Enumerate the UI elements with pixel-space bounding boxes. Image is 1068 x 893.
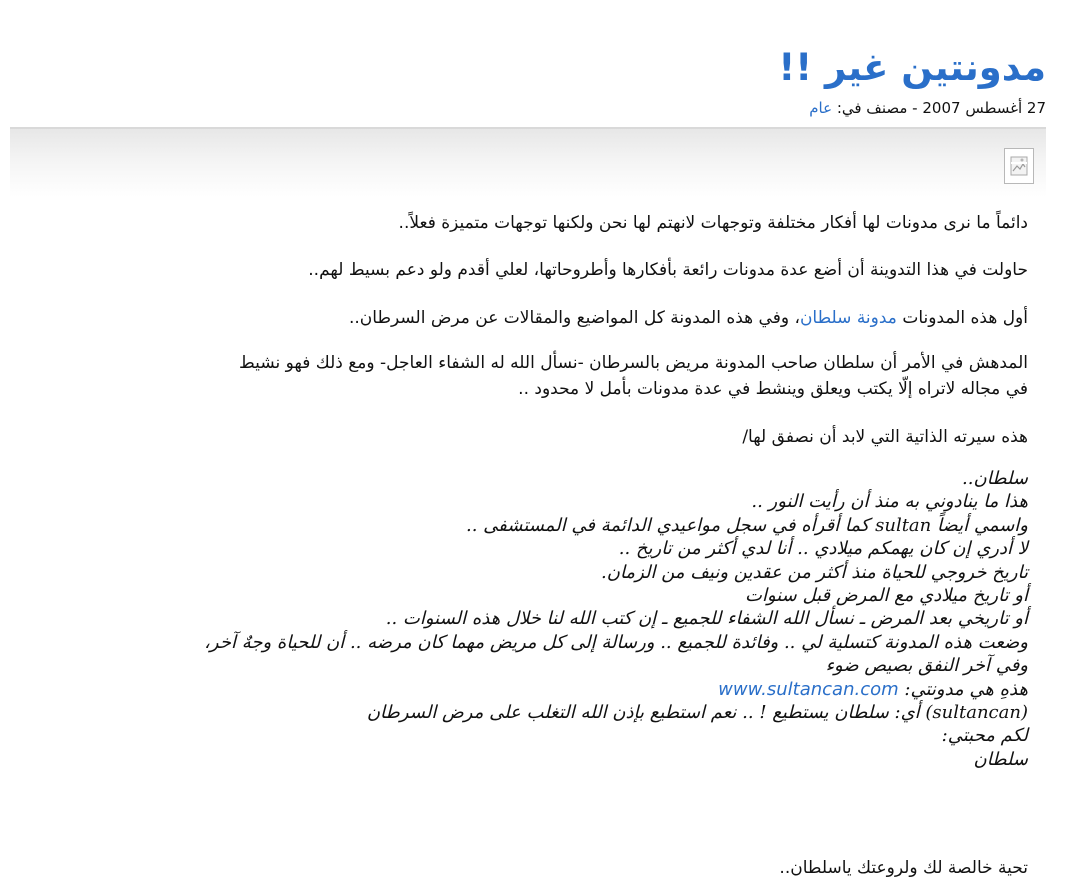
paragraph-purpose: حاولت في هذا التدوينة أن أضع عدة مدونات رائعة بأفكارها وأطروحاتها، لعلي أقدم ولو دعم بسيط لهم.. — [308, 260, 1028, 280]
post-header-band — [10, 127, 1046, 197]
quote-line: (sultancan) أي: سلطان يستطيع ! .. نعم استطيع بإذن الله التغلب على مرض السرطان — [366, 701, 1028, 723]
bio-quote — [28, 467, 1028, 771]
quote-line: وضعت هذه المدونة كتسلية لي .. وفائدة للجميع .. ورسالة إلى كل مريض مهما كان مرضه .. أن للحياة وجهٌ آخر، — [204, 631, 1028, 653]
broken-image-icon — [1004, 148, 1034, 184]
sultan-blog-link[interactable]: مدونة سلطان — [799, 308, 897, 328]
paragraph-intro: دائماً ما نرى مدونات لها أفكار مختلفة وتوجهات لانهتم لها نحن ولكنها توجهات متميزة فعلاً.. — [398, 213, 1028, 233]
quote-line: واسمي أيضاً sultan كما أقرأه في سجل مواعيدي الدائمة في المستشفى .. — [465, 514, 1028, 536]
quote-line: هذا ما ينادوني به منذ أن رأيت النور .. — [751, 491, 1028, 513]
paragraph-first-blog — [349, 305, 1028, 331]
quote-line: وفي آخر النفق بصيص ضوء — [825, 655, 1028, 677]
paragraph-closing: تحية خالصة لك ولروعتك ياسلطان.. — [779, 858, 1028, 878]
quote-line: سلطان — [973, 748, 1028, 770]
post-title[interactable]: مدونتين غير !! — [778, 46, 1046, 89]
sultancan-link[interactable]: www.sultancan.com — [718, 678, 899, 700]
quote-line: أو تاريخي بعد المرض ـ نسأل الله الشفاء للجميع ـ إن كتب الله لنا خلال هذه السنوات .. — [385, 608, 1028, 630]
quote-text: هذهِ هي مدونتي: — [898, 678, 1028, 700]
paragraph-line: في مجاله لاتراه إلّا يكتب ويعلق وينشط في عدة مدونات بأمل لا محدود .. — [518, 379, 1028, 399]
quote-line — [28, 678, 1028, 701]
quote-line: سلطان.. — [962, 468, 1028, 489]
quote-line: لا أدري إن كان يهمكم ميلادي .. أنا لدي أكثر من تاريخ .. — [618, 538, 1028, 560]
meta-separator: - مصنف في: — [832, 99, 923, 117]
paragraph-surprise — [239, 350, 1028, 402]
post-meta — [809, 97, 1046, 119]
paragraph-text: ، وفي هذه المدونة كل المواضيع والمقالات عن مرض السرطان.. — [348, 308, 800, 328]
paragraph-text: أول هذه المدونات — [896, 308, 1028, 328]
quote-line: تاريخ خروجي للحياة منذ أكثر من عقدين ونيف من الزمان. — [601, 561, 1028, 583]
category-link[interactable]: عام — [809, 99, 833, 117]
paragraph-bio-intro: هذه سيرته الذاتية التي لابد أن نصفق لها/ — [742, 427, 1028, 447]
quote-line: لكم محبتي: — [941, 725, 1028, 747]
quote-line: أو تاريخ ميلادي مع المرض قبل سنوات — [745, 584, 1028, 606]
paragraph-line: المدهش في الأمر أن سلطان صاحب المدونة مريض بالسرطان -نسأل الله له الشفاء العاجل- ومع ذلك فهو نشيط — [239, 353, 1028, 373]
post-date: 27 أغسطس 2007 — [922, 99, 1046, 117]
